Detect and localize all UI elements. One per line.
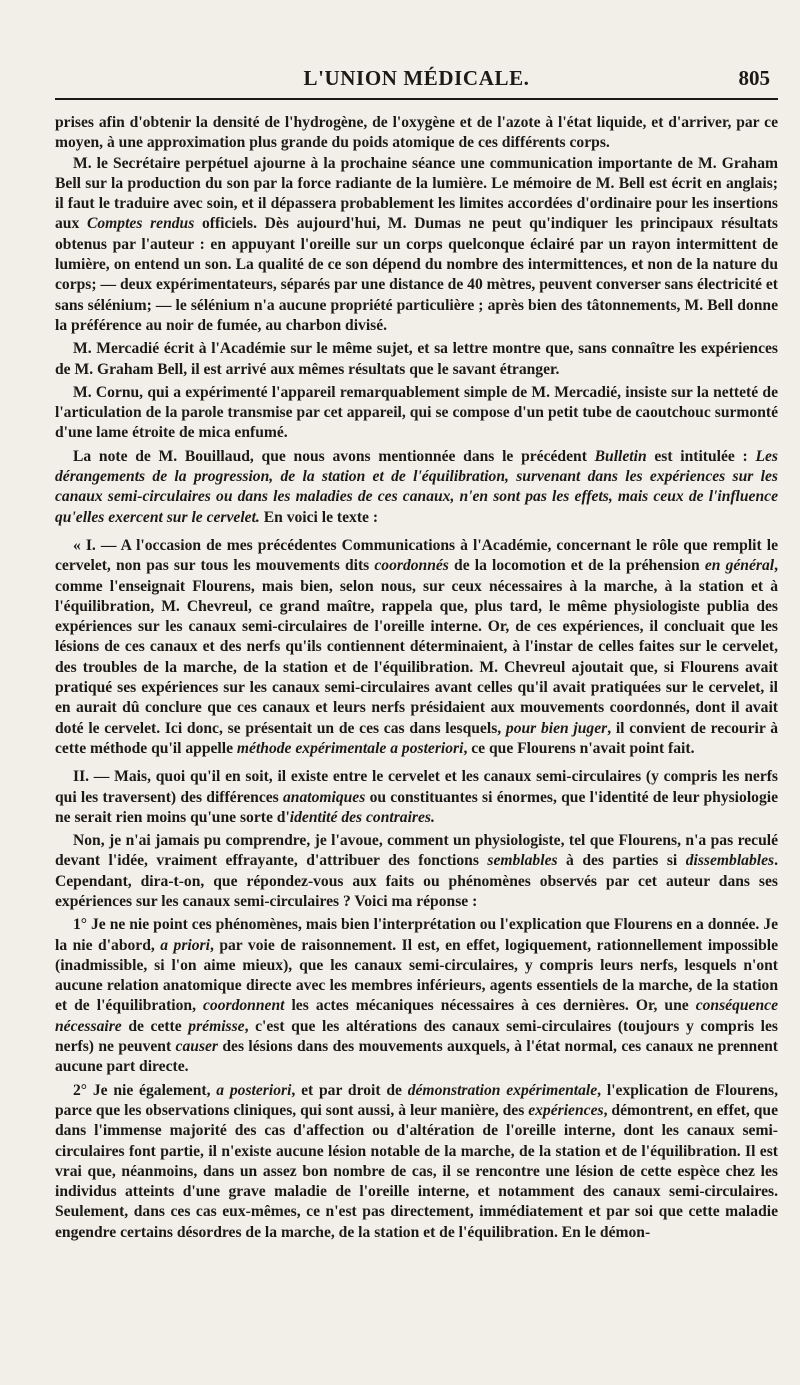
italic-text: démonstration expérimentale bbox=[407, 1081, 598, 1099]
text-run: « I. — A l'occasion de mes précédentes Communications à l'Académie, concernant le rôle que remplit le cervelet, non pas sur tous les mouvements dits bbox=[55, 536, 778, 575]
italic-text: pour bien juger bbox=[505, 719, 608, 737]
italic-text: semblables bbox=[487, 852, 558, 870]
running-header bbox=[55, 66, 778, 98]
text-run: des lésions dans des mouvements auxquels, à l'état normal, ces canaux ne prennent aucune part directe. bbox=[55, 1038, 778, 1076]
paragraph-p6 bbox=[55, 536, 778, 759]
text-run: est intitulée : bbox=[646, 447, 756, 465]
italic-text: Les dérangements de la progression, de la station et de l'équilibration, survenant dans les expériences sur les canaux semi-circulaires ou dans les maladies de ces canaux, n'en sont pas les effets, mais ceux de l'influence qu'elles exercent sur le cervelet. bbox=[55, 447, 778, 526]
italic-text: coordonnent bbox=[203, 997, 285, 1015]
italic-text: causer bbox=[175, 1038, 218, 1056]
italic-text: identité des contraires. bbox=[289, 808, 435, 826]
text-run: officiels. Dès aujourd'hui, M. Dumas ne peut qu'indiquer les principaux résultats obtenus par l'auteur : en appuyant l'oreille sur un corps quelconque éclairé par un rayon intermittent de lumière, on entend un son. La qualité de ce son dépend du nombre des intermittences, et non de la nature du corps; — deux expérimentateurs, séparés par une distance de 40 mètres, peuvent converser sans électricité et sans sélénium; — le sélénium n'a aucune propriété particulière ; après bien des tâtonnements, M. Bell donne la préférence au noir de fumée, au charbon divisé. bbox=[55, 215, 779, 334]
text-run: La note de M. Bouillaud, que nous avons mentionnée dans le précédent bbox=[73, 447, 595, 465]
text-run: II. — Mais, quoi qu'il en soit, il existe entre le cervelet et les canaux semi-circulaires (y compris les nerfs qui les traversent) des différences bbox=[55, 768, 778, 806]
paragraph-p9 bbox=[55, 915, 778, 1077]
text-run: M. Cornu, qui a expérimenté l'appareil remarquablement simple de M. Mercadié, insiste sur la netteté de l'articulation de la parole transmise par cet appareil, qui se compose d'un petit tube de caoutchouc surmonté d'une lame étroite de mica enfumé. bbox=[55, 383, 778, 442]
text-run: de la locomotion et de la préhension bbox=[448, 557, 705, 575]
paragraph-p2 bbox=[55, 154, 778, 337]
text-run: En voici le texte : bbox=[259, 508, 379, 526]
text-run: ou constituantes si énormes, que l'identité de leur physiologie ne serait rien moins qu'une sorte d' bbox=[55, 788, 778, 826]
italic-text: dissemblables bbox=[685, 852, 775, 870]
text-run: M. Mercadié écrit à l'Académie sur le même sujet, et sa lettre montre que, sans connaître les expériences de M. Graham Bell, il est arrivé aux mêmes résultats que le savant étranger. bbox=[55, 340, 778, 378]
page-number: 805 bbox=[738, 66, 770, 90]
paragraph-p1 bbox=[55, 113, 778, 154]
text-run: , démontrent, en effet, que dans l'immense majorité des cas d'affection ou d'altération de l'oreille interne, dont les canaux semi-circulaires font partie, il n'existe aucune lésion notable de la marche, de la station et de l'équilibration. Il est vrai que, néanmoins, dans un assez bon nombre de cas, il se rencontre une lésion de cette espèce chez les individus atteints d'une grave maladie de l'oreille interne, et notamment des canaux semi-circulaires. Seulement, dans ces cas eux-mêmes, ce n'est pas directement, immédiatement et par soi que cette maladie engendre certains désordres de la marche, de la station et de l'équilibration. En le démon- bbox=[55, 1101, 778, 1241]
text-run: de cette bbox=[121, 1017, 189, 1035]
text-run: , par voie de raisonnement. Il est, en effet, logiquement, rationnellement impossible (inadmissible, si l'on aime mieux), que les canaux semi-circulaires, y compris leurs nerfs, lesquels n'ont aucune relation anatomique directe avec les membres inférieurs, agents essentiels de la marche, de la station et de l'équilibration, bbox=[55, 936, 779, 1015]
italic-text: a posteriori bbox=[216, 1081, 292, 1099]
italic-text: expériences bbox=[528, 1101, 604, 1119]
text-run: , il convient de recourir à cette méthode qu'il appelle bbox=[55, 719, 778, 757]
text-run: à des parties si bbox=[557, 852, 686, 870]
text-run: Non, je n'ai jamais pu comprendre, je l'avoue, comment un physiologiste, tel que Flourens, n'a pas reculé devant l'idée, vraiment effrayante, d'attribuer des fonctions bbox=[55, 832, 778, 870]
italic-text: Bulletin bbox=[594, 447, 647, 465]
text-run: , l'explication de Flourens, parce que les observations cliniques, qui sont aussi, à leur manière, des bbox=[55, 1081, 778, 1119]
italic-text: coordonnés bbox=[374, 557, 449, 575]
article-body bbox=[55, 113, 778, 1243]
text-run: . Cependant, dira-t-on, que répondez-vous aux faits ou phénomènes observés par cet auteur dans ses expériences sur les canaux semi-circulaires ? Voici ma réponse : bbox=[55, 852, 778, 910]
paragraph-p7 bbox=[55, 767, 778, 828]
text-run: 2° Je nie également, bbox=[73, 1081, 217, 1099]
text-run: , et par droit de bbox=[291, 1081, 408, 1099]
paragraph-p3 bbox=[55, 339, 778, 380]
paragraph-p4 bbox=[55, 383, 778, 444]
journal-title: L'UNION MÉDICALE. bbox=[303, 66, 530, 90]
text-run: , c'est que les altérations des canaux semi-circulaires (toujours y compris les nerfs) ne peuvent bbox=[55, 1017, 778, 1056]
paragraph-p5 bbox=[55, 447, 778, 528]
italic-text: Comptes rendus bbox=[86, 215, 195, 233]
italic-text: a priori bbox=[160, 936, 210, 954]
italic-text: en général bbox=[704, 557, 775, 575]
italic-text: anatomiques bbox=[282, 788, 366, 806]
text-run: , comme l'enseignait Flourens, mais bien, selon nous, sur ceux nécessaires à la marche, à la station et à l'équilibration, M. Chevreul, ce grand maître, rappela que, plus tard, le même physiologiste publia des expériences sur les canaux semi-circulaires de l'oreille interne. Or, de ces expériences, il concluait que les lésions de ces canaux et des nerfs qu'ils contiennent déterminaient, à l'instar de celles faites sur le cervelet, des troubles de la marche, de la station et de l'équilibration. M. Chevreul ajoutait que, si Flourens avait pratiqué ses expériences sur les canaux semi-circulaires avant celles qu'il avait pratiquées sur le cervelet, il en aurait dû conclure que ces canaux et leurs nerfs présidaient aux mouvements coordonnés, dont il avait doté le cervelet. Ici donc, se présentait un de ces cas dans lesquels, bbox=[55, 557, 778, 737]
italic-text: prémisse bbox=[188, 1017, 245, 1035]
header-rule bbox=[55, 98, 778, 100]
text-run: M. le Secrétaire perpétuel ajourne à la prochaine séance une communication importante de M. Graham Bell sur la production du son par la force radiante de la lumière. Le mémoire de M. Bell est écrit en anglais; il faut le traduire avec soin, et il dépassera probablement les limites accordées d'ordinaire pour les insertions aux bbox=[55, 154, 778, 233]
text-run: , ce que Flourens n'avait point fait. bbox=[463, 739, 695, 757]
text-run: les actes mécaniques nécessaires à ces dernières. Or, une bbox=[284, 997, 696, 1015]
text-run: prises afin d'obtenir la densité de l'hydrogène, de l'oxygène et de l'azote à l'état liquide, et d'arriver, par ce moyen, à une approximation plus grande du poids atomique de ces différents corps. bbox=[55, 114, 778, 152]
italic-text: conséquence nécessaire bbox=[55, 997, 778, 1035]
paragraph-p10 bbox=[55, 1081, 778, 1243]
text-run: 1° Je ne nie point ces phénomènes, mais bien l'interprétation ou l'explication que Flourens en a donnée. Je la nie d'abord, bbox=[55, 916, 778, 954]
italic-text: méthode expérimentale a posteriori bbox=[236, 739, 464, 757]
paragraph-p8 bbox=[55, 831, 778, 912]
